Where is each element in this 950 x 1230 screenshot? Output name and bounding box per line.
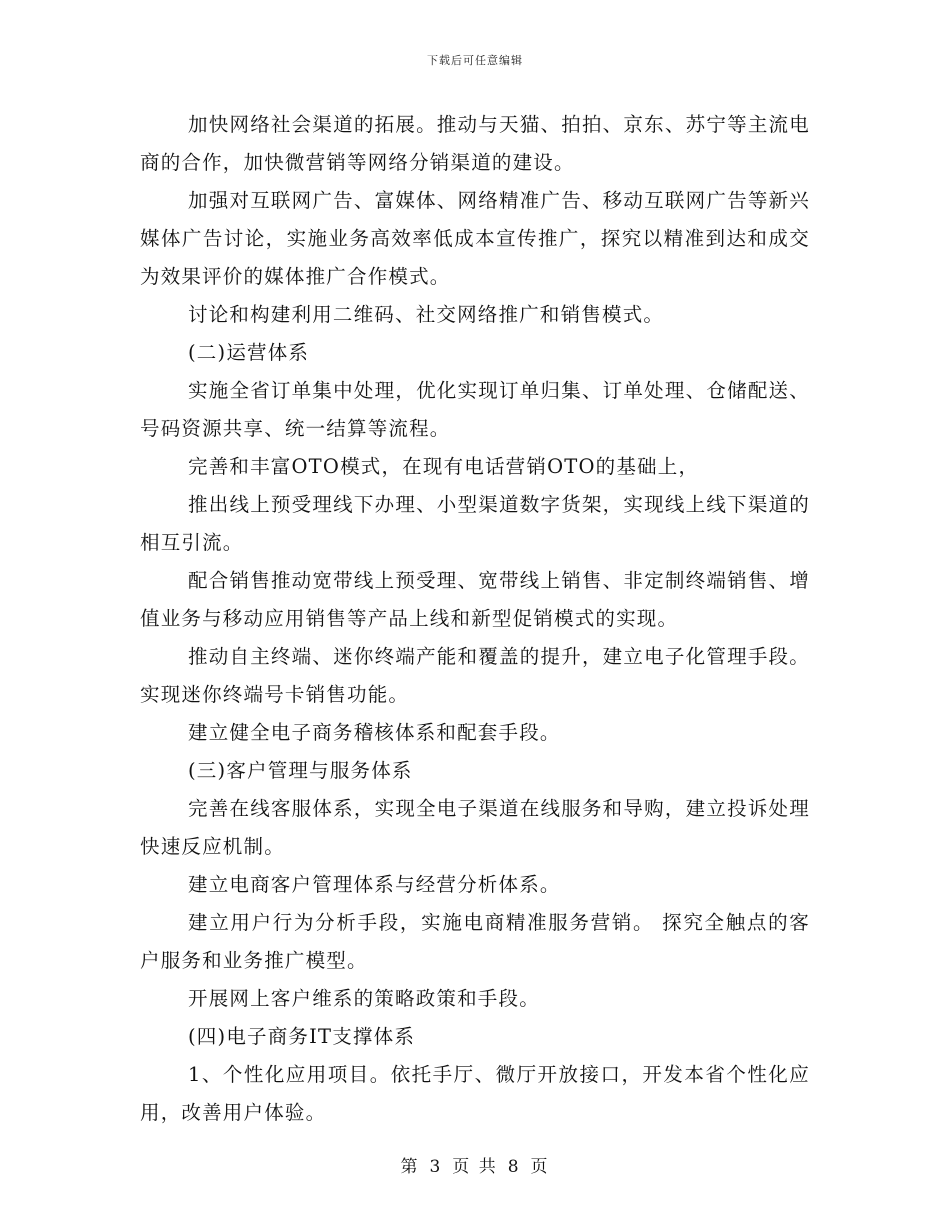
footer-prefix: 第 [400, 1157, 420, 1177]
header-note: 下载后可任意编辑 [427, 54, 523, 67]
section-heading: (四)电子商务IT支撑体系 [188, 1025, 416, 1048]
paragraph: 讨论和构建利用二维码、社交网络推广和销售模式。 [188, 303, 665, 326]
paragraph: 实施全省订单集中处理，优化实现订单归集、订单处理、仓储配送、号码资源共享、统一结算等流程。 [140, 379, 810, 440]
paragraph: 配合销售推动宽带线上预受理、宽带线上销售、非定制终端销售、增值业务与移动应用销售等产品上线和新型促销模式的实现。 [140, 569, 810, 630]
paragraph: 开展网上客户维系的策略政策和手段。 [188, 987, 540, 1010]
footer-total-pages: 8 [507, 1157, 521, 1177]
paragraph: 完善和丰富OTO模式，在现有电话营销OTO的基础上， [188, 455, 700, 478]
paragraph: 1、个性化应用项目。依托手厅、微厅开放接口，开发本省个性化应用，改善用户体验。 [140, 1063, 810, 1124]
paragraph: 建立用户行为分析手段，实施电商精准服务营销。 探究全触点的客户服务和业务推广模型。 [140, 911, 810, 972]
paragraph: 加强对互联网广告、富媒体、网络精准广告、移动互联网广告等新兴媒体广告讨论，实施业务高效率低成本宣传推广，探究以精准到达和成交为效果评价的媒体推广合作模式。 [140, 189, 810, 288]
paragraph: 建立健全电子商务稽核体系和配套手段。 [188, 721, 561, 744]
paragraph: 推动自主终端、迷你终端产能和覆盖的提升，建立电子化管理手段。实现迷你终端号卡销售功能。 [140, 645, 810, 706]
footer-page-number: 3 [429, 1157, 443, 1177]
section-heading: (三)客户管理与服务体系 [188, 759, 413, 782]
footer-suffix: 页 [530, 1157, 550, 1177]
section-heading: (二)运营体系 [188, 341, 310, 364]
page-footer [0, 1152, 950, 1177]
footer-middle: 页 共 [452, 1157, 498, 1177]
paragraph: 加快网络社会渠道的拓展。推动与天猫、拍拍、京东、苏宁等主流电商的合作，加快微营销等网络分销渠道的建设。 [140, 113, 810, 174]
document-body [140, 106, 810, 1132]
paragraph: 完善在线客服体系，实现全电子渠道在线服务和导购，建立投诉处理快速反应机制。 [140, 797, 810, 858]
paragraph: 推出线上预受理线下办理、小型渠道数字货架，实现线上线下渠道的相互引流。 [140, 493, 810, 554]
paragraph: 建立电商客户管理体系与经营分析体系。 [188, 873, 561, 896]
